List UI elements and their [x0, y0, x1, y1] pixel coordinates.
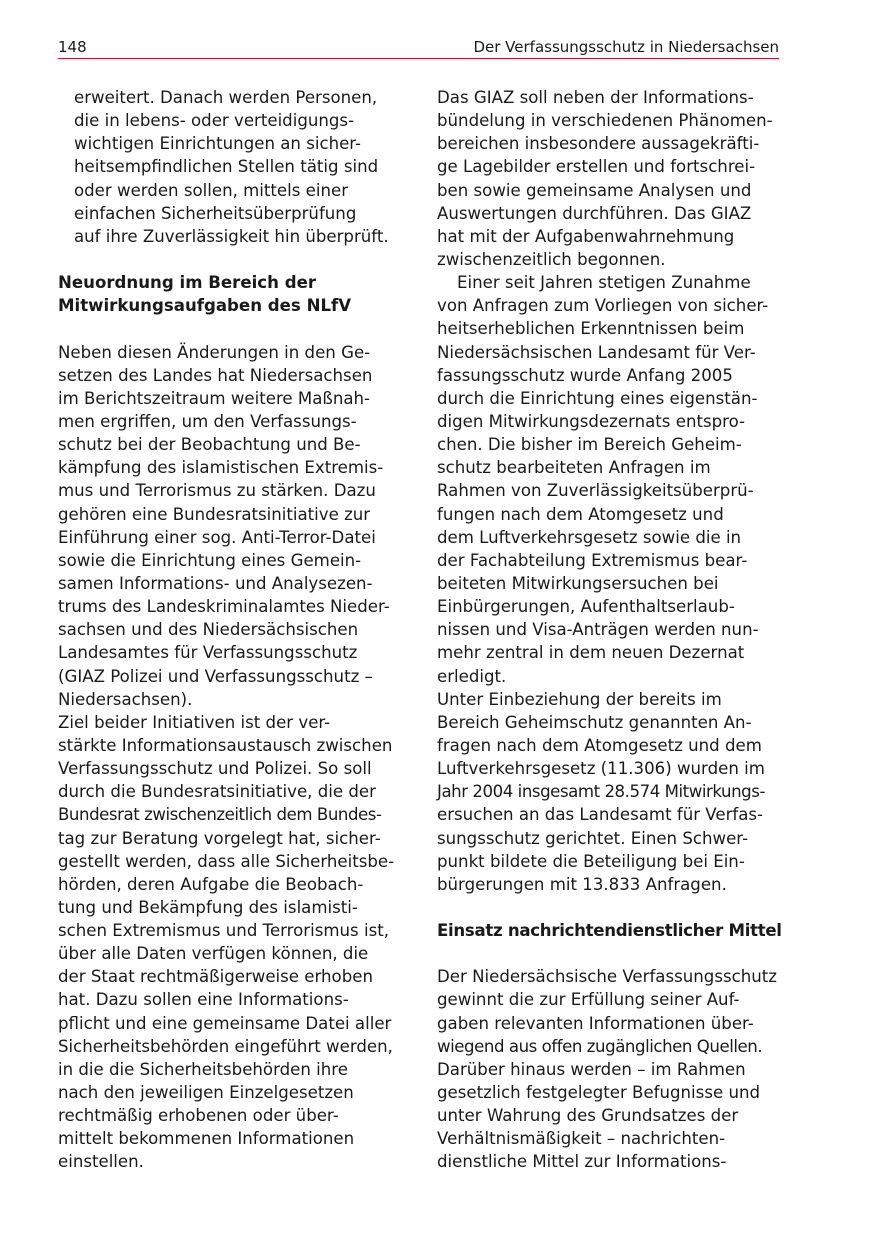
text-line: in die die Sicherheitsbehörden ihre	[58, 1059, 348, 1079]
text-line: pflicht und eine gemeinsame Datei aller	[58, 1013, 392, 1033]
text-line: schutz bearbeiteten Anfragen im	[437, 458, 711, 478]
text-line: Rahmen von Zuverlässigkeitsüberprü-	[437, 481, 754, 501]
paragraph-sources	[437, 965, 782, 1173]
paragraph-statistics	[437, 688, 782, 896]
text-line: Unter Einbeziehung der bereits im	[437, 689, 722, 709]
text-line: wiegend aus offen zugänglichen Quellen.	[437, 1036, 763, 1056]
text-line: Neben diesen Änderungen in den Ge-	[58, 342, 371, 362]
text-line: Verfassungsschutz und Polizei. So soll	[58, 759, 372, 779]
text-line: stärkte Informationsaustausch zwischen	[58, 735, 393, 755]
text-line: heitserheblichen Erkenntnissen beim	[437, 319, 745, 339]
text-line: nissen und Visa-Anträgen werden nun-	[437, 620, 759, 640]
text-line: men ergriffen, um den Verfassungs-	[58, 411, 357, 431]
paragraph-objective	[58, 711, 403, 1174]
text-line: durch die Bundesratsinitiative, die der	[58, 782, 376, 802]
text-line: gestellt werden, dass alle Sicherheitsbe-	[58, 851, 395, 871]
text-line: punkt bildete die Beteiligung bei Ein-	[437, 851, 745, 871]
text-line: hat. Dazu sollen eine Informations-	[58, 990, 349, 1010]
text-line: bündelung in verschiedenen Phänomen-	[437, 111, 773, 131]
text-line: mus und Terrorismus zu stärken. Dazu	[58, 481, 376, 501]
text-line: Einer seit Jahren stetigen Zunahme	[457, 273, 751, 293]
text-line: gesetzlich festgelegter Befugnisse und	[437, 1083, 761, 1103]
text-line: ge Lagebilder erstellen und fortschrei-	[437, 157, 756, 177]
text-line: ben sowie gemeinsame Analysen und	[437, 180, 752, 200]
text-line: hat mit der Aufgabenwahrnehmung	[437, 226, 735, 246]
text-line: Ziel beider Initiativen ist der ver-	[58, 712, 331, 732]
text-line: über alle Daten verfügen können, die	[58, 944, 369, 964]
text-line: Bereich Geheimschutz genannten An-	[437, 712, 752, 732]
text-line: erweitert. Danach werden Personen,	[74, 88, 378, 107]
text-line: einstellen.	[58, 1152, 144, 1172]
text-line: ersuchen an das Landesamt für Verfas-	[437, 805, 764, 825]
text-line: Landesamtes für Verfassungsschutz	[58, 643, 358, 663]
heading-line: Neuordnung im Bereich der	[58, 273, 317, 293]
text-line: hörden, deren Aufgabe die Beobach-	[58, 874, 364, 894]
text-line: Jahr 2004 insgesamt 28.574 Mitwirkungs-	[437, 782, 765, 802]
text-line: Darüber hinaus werden – im Rahmen	[437, 1059, 746, 1079]
text-line: von Anfragen zum Vorliegen von sicher-	[437, 296, 769, 316]
text-line: Das GIAZ soll neben der Informations-	[437, 88, 754, 107]
text-line: Einführung einer sog. Anti-Terror-Datei	[58, 527, 376, 547]
text-line: digen Mitwirkungsdezernats entspro-	[437, 411, 746, 431]
text-line: tung und Bekämpfung des islamisti-	[58, 897, 358, 917]
text-line: setzen des Landes hat Niedersachsen	[58, 365, 373, 385]
text-line: erledigt.	[437, 666, 507, 686]
text-line: wichtigen Einrichtungen an sicher-	[74, 134, 362, 154]
text-line: schutz bei der Beobachtung und Be-	[58, 435, 361, 455]
page-number: 148	[58, 38, 87, 56]
text-line: durch die Einrichtung eines eigenstän-	[437, 388, 758, 408]
text-line: Einbürgerungen, Aufenthaltserlaub-	[437, 597, 735, 617]
text-line: unter Wahrung des Grundsatzes der	[437, 1106, 739, 1126]
text-line: Verhältnismäßigkeit – nachrichten-	[437, 1129, 726, 1149]
text-line: bereichen insbesondere aussagekräfti-	[437, 134, 760, 154]
text-line: fragen nach dem Atomgesetz und dem	[437, 735, 762, 755]
heading-line: Einsatz nachrichtendienstlicher Mittel	[437, 921, 782, 941]
text-line: fungen nach dem Atomgesetz und	[437, 504, 724, 524]
text-line: tag zur Beratung vorgelegt hat, sicher-	[58, 828, 381, 848]
text-line: zwischenzeitlich begonnen.	[437, 249, 666, 269]
text-line: sungsschutz gerichtet. Einen Schwer-	[437, 828, 749, 848]
text-line: mehr zentral in dem neuen Dezernat	[437, 643, 745, 663]
text-line: die in lebens- oder verteidigungs-	[74, 111, 355, 131]
text-line: auf ihre Zuverlässigkeit hin überprüft.	[74, 226, 389, 246]
text-line: samen Informations- und Analysezen-	[58, 573, 373, 593]
text-line: Niedersachsen).	[58, 689, 193, 709]
paragraph-changes	[58, 341, 403, 711]
text-line: dem Luftverkehrsgesetz sowie die in	[437, 527, 742, 547]
text-line: Niedersächsischen Landesamt für Ver-	[437, 342, 756, 362]
text-line: sachsen und des Niedersächsischen	[58, 620, 359, 640]
text-line: Auswertungen durchführen. Das GIAZ	[437, 203, 752, 223]
right-column	[437, 86, 782, 1174]
section-heading-mitwirkung	[58, 271, 403, 317]
text-line: trums des Landeskriminalamtes Nieder-	[58, 597, 390, 617]
text-line: oder werden sollen, mittels einer	[74, 180, 349, 200]
text-line: dienstliche Mittel zur Informations-	[437, 1152, 727, 1172]
text-line: mittelt bekommenen Informationen	[58, 1129, 355, 1149]
text-line: gewinnt die zur Erfüllung seiner Auf-	[437, 990, 740, 1010]
text-line: der Staat rechtmäßigerweise erhoben	[58, 967, 373, 987]
text-line: heitsempfindlichen Stellen tätig sind	[74, 157, 379, 177]
text-line: Luftverkehrsgesetz (11.306) wurden im	[437, 759, 765, 779]
text-line: schen Extremismus und Terrorismus ist,	[58, 921, 390, 941]
text-line: einfachen Sicherheitsüberprüfung	[74, 203, 357, 223]
text-line: chen. Die bisher im Bereich Geheim-	[437, 435, 742, 455]
paragraph-requests	[437, 271, 782, 688]
text-line: rechtmäßig erhobenen oder über-	[58, 1106, 339, 1126]
text-line: der Fachabteilung Extremismus bear-	[437, 550, 748, 570]
section-heading-nachrichtendienst	[437, 919, 782, 942]
text-line: im Berichtszeitraum weitere Maßnah-	[58, 388, 371, 408]
text-line: bürgerungen mit 13.833 Anfragen.	[437, 874, 727, 894]
paragraph-giaz	[437, 86, 782, 271]
page-header	[58, 34, 779, 59]
text-line: fassungsschutz wurde Anfang 2005	[437, 365, 733, 385]
text-line: nach den jeweiligen Einzelgesetzen	[58, 1083, 354, 1103]
intro-paragraph	[58, 86, 403, 248]
text-line: Der Niedersächsische Verfassungsschutz	[437, 967, 777, 987]
text-line: beiteten Mitwirkungsersuchen bei	[437, 573, 719, 593]
text-line: Bundesrat zwischenzeitlich dem Bundes-	[58, 805, 382, 825]
text-line: Sicherheitsbehörden eingeführt werden,	[58, 1036, 393, 1056]
text-line: gehören eine Bundesratsinitiative zur	[58, 504, 371, 524]
text-line: gaben relevanten Informationen über-	[437, 1013, 754, 1033]
text-line: sowie die Einrichtung eines Gemein-	[58, 550, 362, 570]
left-column	[58, 86, 403, 1174]
running-title: Der Verfassungsschutz in Niedersachsen	[473, 38, 779, 56]
text-line: (GIAZ Polizei und Verfassungsschutz –	[58, 666, 373, 686]
text-line: kämpfung des islamistischen Extremis-	[58, 458, 384, 478]
heading-line: Mitwirkungsaufgaben des NLfV	[58, 296, 352, 316]
